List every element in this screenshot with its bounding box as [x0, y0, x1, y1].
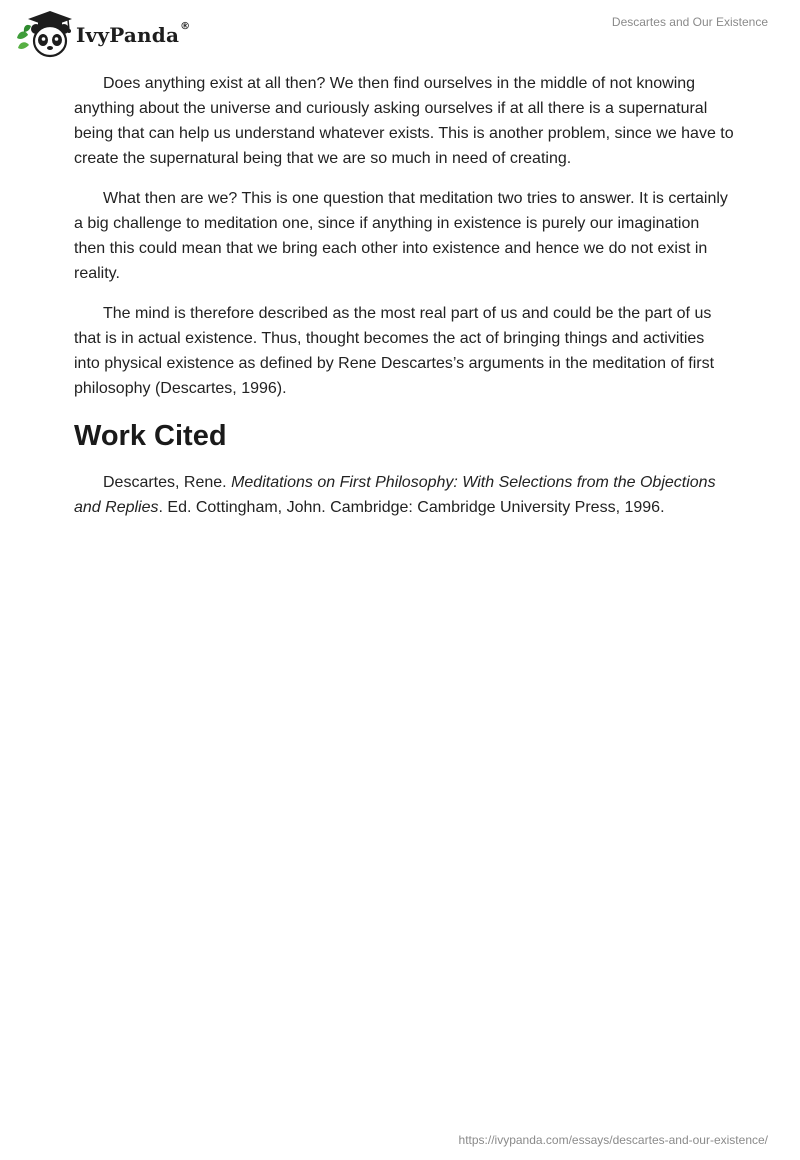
registered-mark: ®: [180, 21, 191, 32]
page-header: [0, 0, 800, 70]
logo-name: IvyPanda: [76, 23, 180, 47]
citation-entry: [74, 470, 734, 520]
body-paragraph: What then are we? This is one question that meditation two tries to answer. It is certainly a big challenge to meditation one, since if anything in existence is purely our imagination then this could mean that we bring each other into existence and hence we do not exist in reality.: [74, 190, 728, 282]
body-paragraph: Does anything exist at all then? We then find ourselves in the middle of not knowing anything about the universe and curiously asking ourselves if at all there is a supernatural being that can help us understand whatever exists. This is another problem, since we have to create the supernatural being that we are so much in need of creating.: [74, 75, 734, 167]
body-paragraph: The mind is therefore described as the most real part of us and could be the part of us that is in actual existence. Thus, thought becomes the act of bringing things and activities into physical existence as defined by Rene Descartes’s arguments in the meditation of first philosophy (Descartes, 1996).: [74, 305, 715, 397]
ivypanda-logo[interactable]: [14, 8, 190, 60]
document-title: Descartes and Our Existence: [611, 15, 768, 29]
citation-details: . Ed. Cottingham, John. Cambridge: Cambridge University Press, 1996.: [158, 499, 665, 516]
panda-graduate-icon: [14, 8, 74, 60]
works-cited-heading: Work Cited: [74, 420, 227, 452]
essay-content: [74, 71, 734, 535]
logo-wordmark: [76, 23, 190, 47]
source-url[interactable]: https://ivypanda.com/essays/descartes-and-our-existence/: [458, 1133, 768, 1147]
citation-title: Meditations on First Philosophy: With Selections from the Objections and Replies: [74, 474, 716, 516]
citation-author: Descartes, Rene.: [103, 474, 232, 491]
